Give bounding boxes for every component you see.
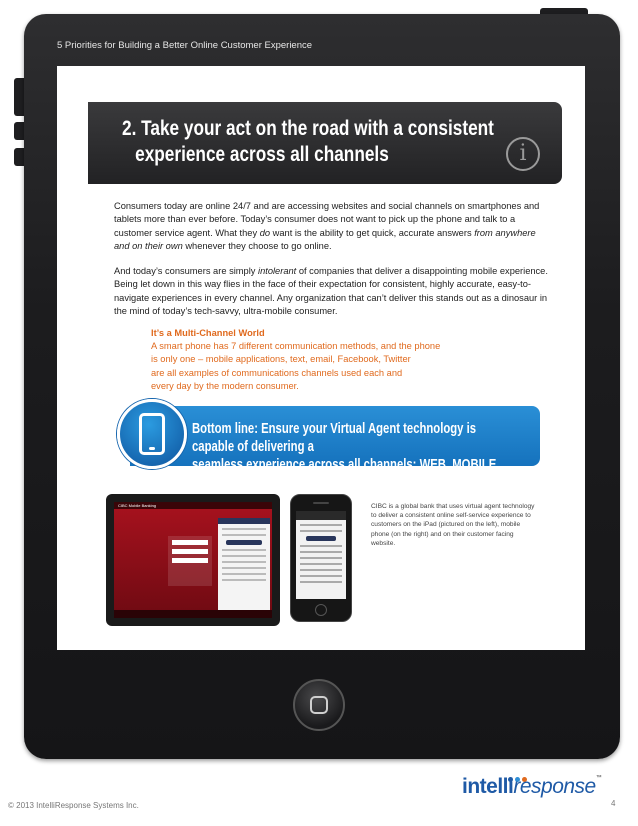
paragraph-emphasis: do <box>259 227 271 238</box>
callout-line: are all examples of communications channels used each and <box>151 367 403 378</box>
multi-channel-callout <box>151 327 481 393</box>
intelliresponse-logo <box>462 775 601 799</box>
callout-heading: It’s a Multi-Channel World <box>151 328 265 338</box>
intro-paragraph <box>114 200 550 254</box>
page-number: 4 <box>611 799 616 808</box>
callout-line: every day by the modern consumer. <box>151 380 299 391</box>
iphone-app-screen <box>296 511 346 599</box>
bottom-line-text <box>192 420 520 492</box>
paragraph-text: want is the ability to get quick, accurate answers <box>270 227 475 238</box>
logo-part1: intelli <box>462 775 514 798</box>
ipad-app-screen <box>114 502 272 618</box>
iphone-screenshot <box>290 494 352 622</box>
logo-part2: response <box>513 775 596 798</box>
paragraph-text: And today’s consumers are simply <box>114 266 258 276</box>
bottom-line-line2: seamless experience across all channels: WEB, MOBILE, SOCIAL and AGENT. <box>192 457 500 491</box>
section-banner <box>88 102 562 184</box>
info-icon: i <box>506 137 540 171</box>
paragraph-emphasis: intolerant <box>258 266 297 276</box>
callout-line: is only one – mobile applications, text, email, Facebook, Twitter <box>151 354 411 365</box>
paragraph-emphasis: from anywhere and on their own <box>114 227 536 252</box>
logo-tm: ™ <box>595 775 602 781</box>
section-title <box>122 116 494 168</box>
home-button-icon <box>293 679 345 731</box>
screenshot-caption: CIBC is a global bank that uses virtual agent technology to deliver a consistent online self-service experience to customers on the iPad (pictured on the left), mobile phone (on the right) and on their customer facing website. <box>371 503 535 547</box>
bottom-line-line1: Bottom line: Ensure your Virtual Agent technology is capable of delivering a <box>192 421 477 455</box>
callout-line: A smart phone has 7 different communication methods, and the phone <box>151 341 441 352</box>
ipad-app-logo: CIBC Mobile Banking <box>118 503 157 508</box>
section-title-line1: 2. Take your act on the road with a consistent <box>122 117 494 140</box>
section-title-line2: experience across all channels <box>135 143 389 166</box>
bottom-line-banner <box>130 406 540 491</box>
paragraph-text: Consumers today are online 24/7 and are accessing websites and social channels on smartphones and tablets more than ever before. Today’s consumer does not want to pick up the phone and talk to a customer service agent. What they <box>114 201 540 238</box>
ipad-login-form <box>168 536 212 586</box>
copyright-text: © 2013 IntelliResponse Systems Inc. <box>8 801 139 810</box>
iphone-home-button <box>315 604 327 616</box>
ipad-virtual-agent-panel <box>218 518 270 616</box>
document-header-title: 5 Priorities for Building a Better Online Customer Experience <box>57 40 313 51</box>
second-paragraph <box>114 265 550 319</box>
ipad-screenshot <box>106 494 280 626</box>
paragraph-text: of companies that deliver a disappointing mobile experience. Being let down in this way flies in the face of their expectation for consistent, highly accurate, easy-to-navigate experiences in every channel. Any organization that can’t deliver this stands out as a dinosaur in the mind of today’s tech-savvy, ultra-mobile consumer. <box>114 266 548 317</box>
paragraph-text: whenever they choose to go online. <box>182 241 332 252</box>
smartphone-icon <box>117 399 187 469</box>
